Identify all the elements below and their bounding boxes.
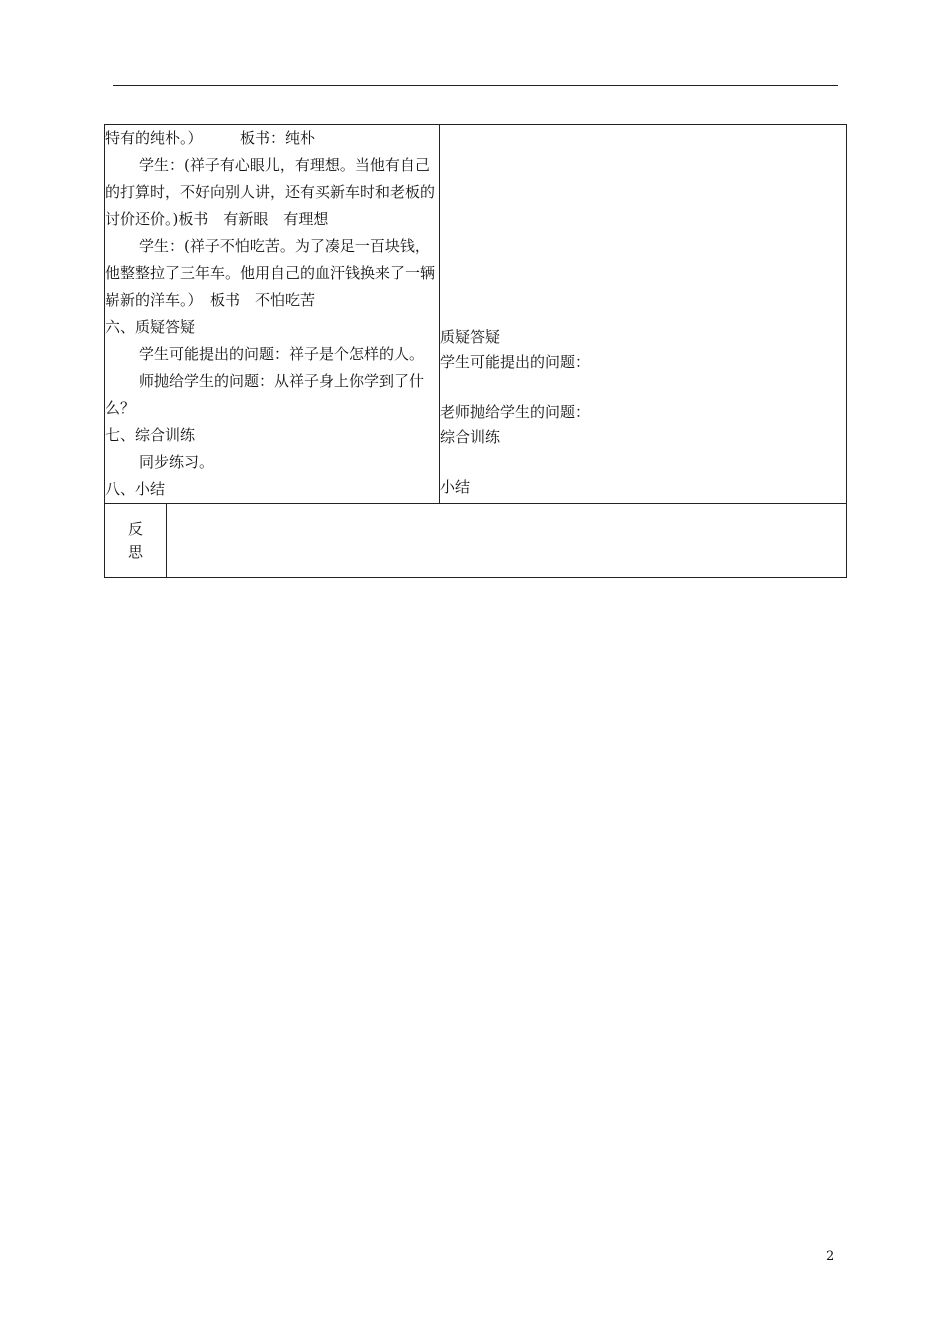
note-line: 质疑答疑 xyxy=(440,328,501,346)
question-paragraph: 师抛给学生的问题：从祥子身上你学到了什么？ xyxy=(105,372,425,417)
student-answer-paragraph: 学生：(祥子有心眼儿，有理想。当他有自己的打算时，不好向别人讲，还有买新车时和老板的讨价还价。)板书 有新眼 有理想 xyxy=(105,156,436,228)
exercise-paragraph: 同步练习。 xyxy=(139,453,215,471)
reflection-label-char: 反 xyxy=(127,519,143,538)
reflection-content xyxy=(167,504,847,578)
note-line: 综合训练 xyxy=(440,428,501,446)
lesson-plan-table xyxy=(104,124,847,578)
student-answer-paragraph: 学生：(祥子不怕吃苦。为了凑足一百块钱，他整整拉了三年车。他用自己的血汗钱换来了一辆崭新的洋车。） 板书 不怕吃苦 xyxy=(105,237,436,309)
reflection-label-char: 思 xyxy=(127,542,143,561)
section-heading: 六、质疑答疑 xyxy=(105,318,196,336)
section-heading: 七、综合训练 xyxy=(105,426,196,444)
header-rule xyxy=(113,85,838,86)
reflection-label xyxy=(105,504,167,578)
text-line: 特有的纯朴。） 板书：纯朴 xyxy=(105,129,316,147)
question-paragraph: 学生可能提出的问题：祥子是个怎样的人。 xyxy=(139,345,425,363)
section-heading: 八、小结 xyxy=(105,480,166,498)
note-line: 老师抛给学生的问题： xyxy=(440,403,591,421)
teaching-process-cell xyxy=(105,125,440,504)
reflection-row xyxy=(105,504,847,578)
note-line: 学生可能提出的问题： xyxy=(440,353,591,371)
note-line: 小结 xyxy=(440,478,471,496)
content-row xyxy=(105,125,847,504)
page-number: 2 xyxy=(826,1249,835,1264)
design-intent-cell xyxy=(440,125,847,504)
